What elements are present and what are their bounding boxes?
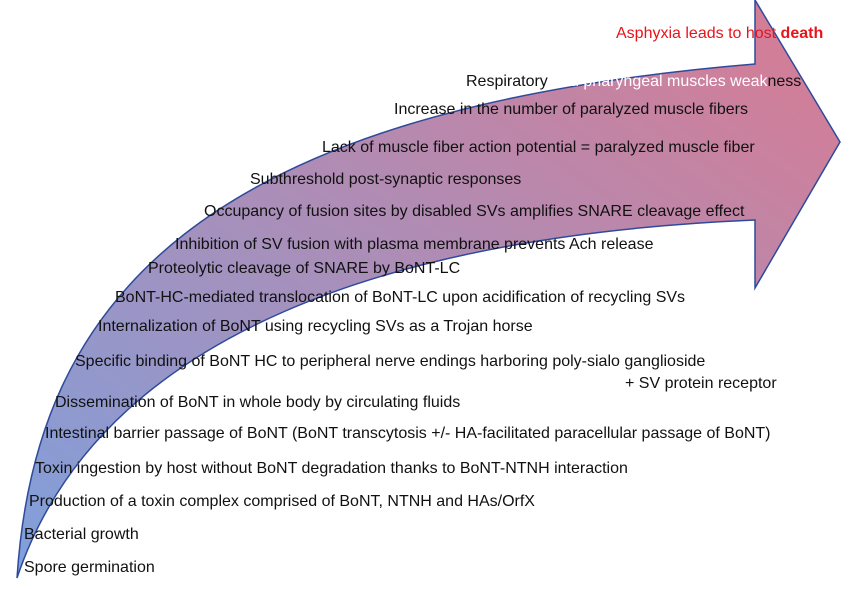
step-production: Production of a toxin complex comprised of BoNT, NTNH and HAs/OrfX xyxy=(29,493,535,510)
step-growth: Bacterial growth xyxy=(24,526,139,543)
step-respiratory xyxy=(466,72,801,91)
step-internalization: Internalization of BoNT using recycling SVs as a Trojan horse xyxy=(98,318,533,335)
respiratory-part2: and pharyngeal muscles weak xyxy=(547,73,768,90)
step-intestinal: Intestinal barrier passage of BoNT (BoNT transcytosis +/- HA-facilitated paracellular passage of BoNT) xyxy=(45,425,771,442)
step-spore: Spore germination xyxy=(24,559,155,576)
step-dissemination: Dissemination of BoNT in whole body by circulating fluids xyxy=(55,394,461,411)
step-inhibition: Inhibition of SV fusion with plasma membrane prevents Ach release xyxy=(175,236,654,253)
step-lack: Lack of muscle fiber action potential = paralyzed muscle fiber xyxy=(322,139,755,156)
step-translocation: BoNT-HC-mediated translocation of BoNT-LC upon acidification of recycling SVs xyxy=(115,289,686,306)
step-occupancy: Occupancy of fusion sites by disabled SVs amplifies SNARE cleavage effect xyxy=(204,203,745,220)
step-binding-receptor: + SV protein receptor xyxy=(625,375,777,392)
asphyxia-text: Asphyxia leads to host xyxy=(616,25,781,42)
step-binding: Specific binding of BoNT HC to peripheral nerve endings harboring poly-sialo ganglioside xyxy=(75,353,706,370)
step-increase: Increase in the number of paralyzed muscle fibers xyxy=(394,101,748,118)
step-cleavage: Proteolytic cleavage of SNARE by BoNT-LC xyxy=(148,260,461,277)
respiratory-part1: Respiratory xyxy=(466,73,548,90)
step-asphyxia xyxy=(616,24,823,43)
asphyxia-death: death xyxy=(780,25,824,42)
step-ingestion: Toxin ingestion by host without BoNT degradation thanks to BoNT-NTNH interaction xyxy=(35,460,628,477)
step-subthreshold: Subthreshold post-synaptic responses xyxy=(250,171,522,188)
respiratory-part3: ness xyxy=(767,73,802,90)
